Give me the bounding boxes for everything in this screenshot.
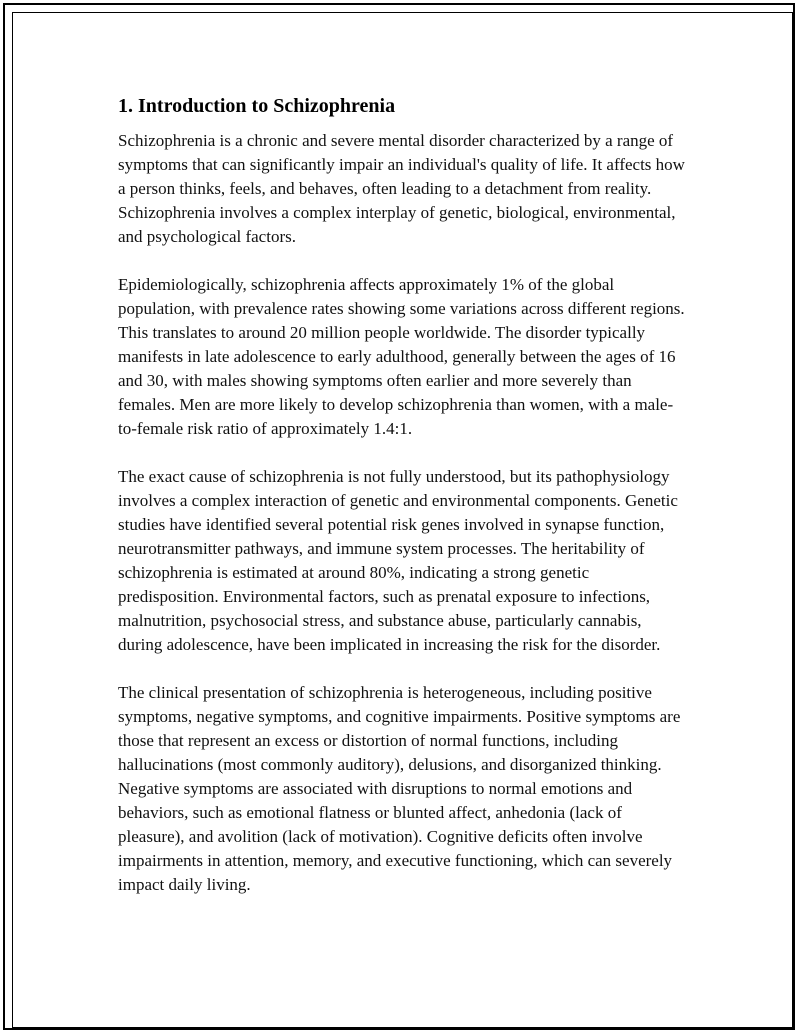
paragraph-etiology: The exact cause of schizophrenia is not fully understood, but its pathophysiology involves a complex interaction of genetic and environmental components. Genetic studies have identified several potential risk genes involved in synapse function, neurotransmitter pathways, and immune system processes. The heritability of schizophrenia is estimated at around 80%, indicating a strong genetic predisposition. Environmental factors, such as prenatal exposure to infections, malnutrition, psychosocial stress, and substance abuse, particularly cannabis, during adolescence, have been implicated in increasing the risk for the disorder. — [118, 467, 678, 654]
paragraph-clinical-presentation: The clinical presentation of schizophrenia is heterogeneous, including positive symptoms, negative symptoms, and cognitive impairments. Positive symptoms are those that represent an excess or distortion of normal functions, including hallucinations (most commonly auditory), delusions, and disorganized thinking. Negative symptoms are associated with disruptions to normal emotions and behaviors, such as emotional flatness or blunted affect, anhedonia (lack of pleasure), and avolition (lack of motivation). Cognitive deficits often involve impairments in attention, memory, and executive functioning, which can severely impact daily living. — [118, 683, 681, 894]
section-heading: 1. Introduction to Schizophrenia — [118, 95, 396, 117]
document-body — [118, 93, 688, 921]
paragraph-epidemiology: Epidemiologically, schizophrenia affects approximately 1% of the global population, with prevalence rates showing some variations across different regions. This translates to around 20 million people worldwide. The disorder typically manifests in late adolescence to early adulthood, generally between the ages of 16 and 30, with males showing symptoms often earlier and more severely than females. Men are more likely to develop schizophrenia than women, with a male-to-female risk ratio of approximately 1.4:1. — [118, 275, 685, 438]
paragraph-overview: Schizophrenia is a chronic and severe mental disorder characterized by a range of symptoms that can significantly impair an individual's quality of life. It affects how a person thinks, feels, and behaves, often leading to a detachment from reality. Schizophrenia involves a complex interplay of genetic, biological, environmental, and psychological factors. — [118, 131, 685, 246]
